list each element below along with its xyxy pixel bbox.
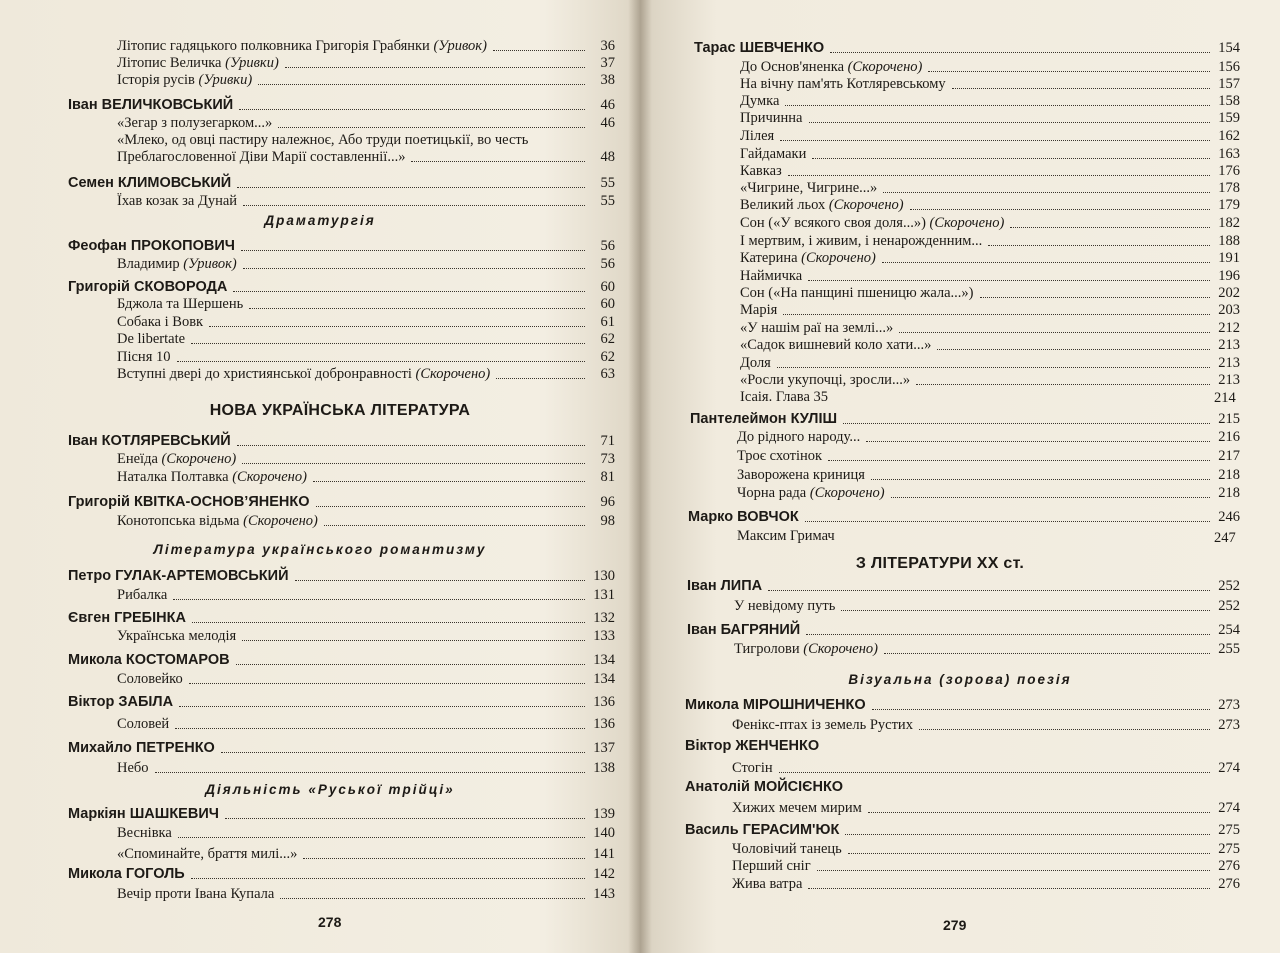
toc-entry: Літопис Величка (Уривки) 37 — [117, 55, 615, 71]
toc-entry: Сон («На панщині пшеницю жала...») 202 — [740, 285, 1240, 301]
toc-entry: Ісаія. Глава 35 — [740, 389, 829, 405]
toc-entry: Преблагословенної Діви Марії составленнії...» 48 — [117, 149, 615, 165]
toc-author: Іван КОТЛЯРЕВСЬКИЙ 71 — [68, 433, 615, 449]
page-ref: 247 — [1214, 530, 1236, 546]
toc-author: Євген ГРЕБІНКА 132 — [68, 610, 615, 626]
toc-entry: De libertate 62 — [117, 331, 615, 347]
toc-entry: На вічну пам'ять Котляревському 157 — [740, 76, 1240, 92]
page-number: 279 — [943, 917, 967, 933]
section-heading: Література українського романтизму — [153, 542, 487, 557]
toc-entry: Троє схотінок 217 — [737, 448, 1240, 464]
toc-author: Микола ГОГОЛЬ 142 — [68, 866, 615, 882]
toc-author: Іван БАГРЯНИЙ 254 — [687, 622, 1240, 638]
page-ref: 214 — [1214, 390, 1236, 406]
toc-author: Пантелеймон КУЛІШ 215 — [690, 411, 1240, 427]
toc-author: Віктор ЖЕНЧЕНКО — [685, 738, 820, 754]
toc-entry: Жива ватра 276 — [732, 876, 1240, 892]
toc-entry: Чоловічий танець 275 — [732, 841, 1240, 857]
toc-entry: До Основ'яненка (Скорочено) 156 — [740, 59, 1240, 75]
right-page — [640, 0, 1280, 953]
toc-entry: Владимир (Уривок) 56 — [117, 256, 615, 272]
toc-entry: Соловей 136 — [117, 716, 615, 732]
toc-entry: Марія 203 — [740, 302, 1240, 318]
toc-author: Микола КОСТОМАРОВ 134 — [68, 652, 615, 668]
toc-entry: Веснівка 140 — [117, 825, 615, 841]
book-gutter — [628, 0, 652, 953]
toc-entry: У невідому путь 252 — [734, 598, 1240, 614]
toc-entry: Собака і Вовк 61 — [117, 314, 615, 330]
toc-author: Маркіян ШАШКЕВИЧ 139 — [68, 806, 615, 822]
toc-entry-line: «Млеко, од овці пастиру належноє, Або труди поетицькії, во честь — [117, 132, 529, 148]
toc-entry: Соловейко 134 — [117, 671, 615, 687]
toc-entry: «У нашім раї на землі...» 212 — [740, 320, 1240, 336]
toc-entry: Рибалка 131 — [117, 587, 615, 603]
toc-entry: Конотопська відьма (Скорочено) 98 — [117, 513, 615, 529]
toc-author: Віктор ЗАБІЛА 136 — [68, 694, 615, 710]
toc-author: Василь ГЕРАСИМ'ЮК 275 — [685, 822, 1240, 838]
toc-entry: Фенікс-птах із земель Рустих 273 — [732, 717, 1240, 733]
toc-author: Микола МІРОШНИЧЕНКО 273 — [685, 697, 1240, 713]
toc-entry: І мертвим, і живим, і ненарожденним... 188 — [740, 233, 1240, 249]
toc-entry: «Росли укупочці, зросли...» 213 — [740, 372, 1240, 388]
toc-entry: «Споминайте, браття милі...» 141 — [117, 846, 615, 862]
section-heading: НОВА УКРАЇНСЬКА ЛІТЕРАТУРА — [209, 402, 471, 419]
toc-entry: Великий льох (Скорочено) 179 — [740, 197, 1240, 213]
toc-author: Марко ВОВЧОК 246 — [688, 509, 1240, 525]
toc-author: Феофан ПРОКОПОВИЧ 56 — [68, 238, 615, 254]
toc-entry: «Чигрине, Чигрине...» 178 — [740, 180, 1240, 196]
toc-entry: Хижих мечем мирим 274 — [732, 800, 1240, 816]
toc-entry: Їхав козак за Дунай 55 — [117, 193, 615, 209]
toc-entry: Чорна рада (Скорочено) 218 — [737, 485, 1240, 501]
toc-author: Григорій КВІТКА-ОСНОВ’ЯНЕНКО 96 — [68, 494, 615, 510]
toc-entry: Енеїда (Скорочено) 73 — [117, 451, 615, 467]
toc-entry: Стогін 274 — [732, 760, 1240, 776]
toc-author: Іван ВЕЛИЧКОВСЬКИЙ 46 — [68, 97, 615, 113]
toc-entry: Думка 158 — [740, 93, 1240, 109]
section-heading: Драматургія — [264, 213, 376, 228]
toc-entry: Вечір проти Івана Купала 143 — [117, 886, 615, 902]
toc-author: Михайло ПЕТРЕНКО 137 — [68, 740, 615, 756]
toc-entry: «Садок вишневий коло хати...» 213 — [740, 337, 1240, 353]
toc-entry: Катерина (Скорочено) 191 — [740, 250, 1240, 266]
toc-author: Григорій СКОВОРОДА 60 — [68, 279, 615, 295]
section-heading: Діяльність «Руської трійці» — [205, 782, 455, 797]
toc-entry: Наймичка 196 — [740, 268, 1240, 284]
toc-entry: Перший сніг 276 — [732, 858, 1240, 874]
toc-author: Іван ЛИПА 252 — [687, 578, 1240, 594]
toc-author: Тарас ШЕВЧЕНКО 154 — [694, 40, 1240, 56]
toc-entry: Літопис гадяцького полковника Григорія Грабянки (Уривок) 36 — [117, 38, 615, 54]
toc-entry: Бджола та Шершень 60 — [117, 296, 615, 312]
toc-entry: Кавказ 176 — [740, 163, 1240, 179]
section-heading: Візуальна (зорова) поезія — [848, 672, 1072, 687]
toc-author: Анатолій МОЙСІЄНКО — [685, 779, 844, 795]
toc-entry: Наталка Полтавка (Скорочено) 81 — [117, 469, 615, 485]
toc-entry: Вступні двері до християнської добронравності (Скорочено) 63 — [117, 366, 615, 382]
toc-entry: Максим Гримач — [737, 528, 835, 544]
toc-entry: Історія русів (Уривки) 38 — [117, 72, 615, 88]
toc-entry: Сон («У всякого своя доля...») (Скорочено) 182 — [740, 215, 1240, 231]
toc-entry: Пісня 10 62 — [117, 349, 615, 365]
toc-entry: Гайдамаки 163 — [740, 146, 1240, 162]
toc-entry: Причинна 159 — [740, 110, 1240, 126]
toc-author: Петро ГУЛАК-АРТЕМОВСЬКИЙ 130 — [68, 568, 615, 584]
toc-entry: «Зегар з полузегарком...» 46 — [117, 115, 615, 131]
toc-entry: До рідного народу... 216 — [737, 429, 1240, 445]
toc-entry: Лілея 162 — [740, 128, 1240, 144]
toc-entry: Доля 213 — [740, 355, 1240, 371]
section-heading: З ЛІТЕРАТУРИ ХХ ст. — [855, 555, 1025, 572]
page-number: 278 — [318, 914, 342, 930]
toc-author: Семен КЛИМОВСЬКИЙ 55 — [68, 175, 615, 191]
toc-entry: Тигролови (Скорочено) 255 — [734, 641, 1240, 657]
toc-entry: Заворожена криниця 218 — [737, 467, 1240, 483]
toc-entry: Небо 138 — [117, 760, 615, 776]
toc-entry: Українська мелодія 133 — [117, 628, 615, 644]
